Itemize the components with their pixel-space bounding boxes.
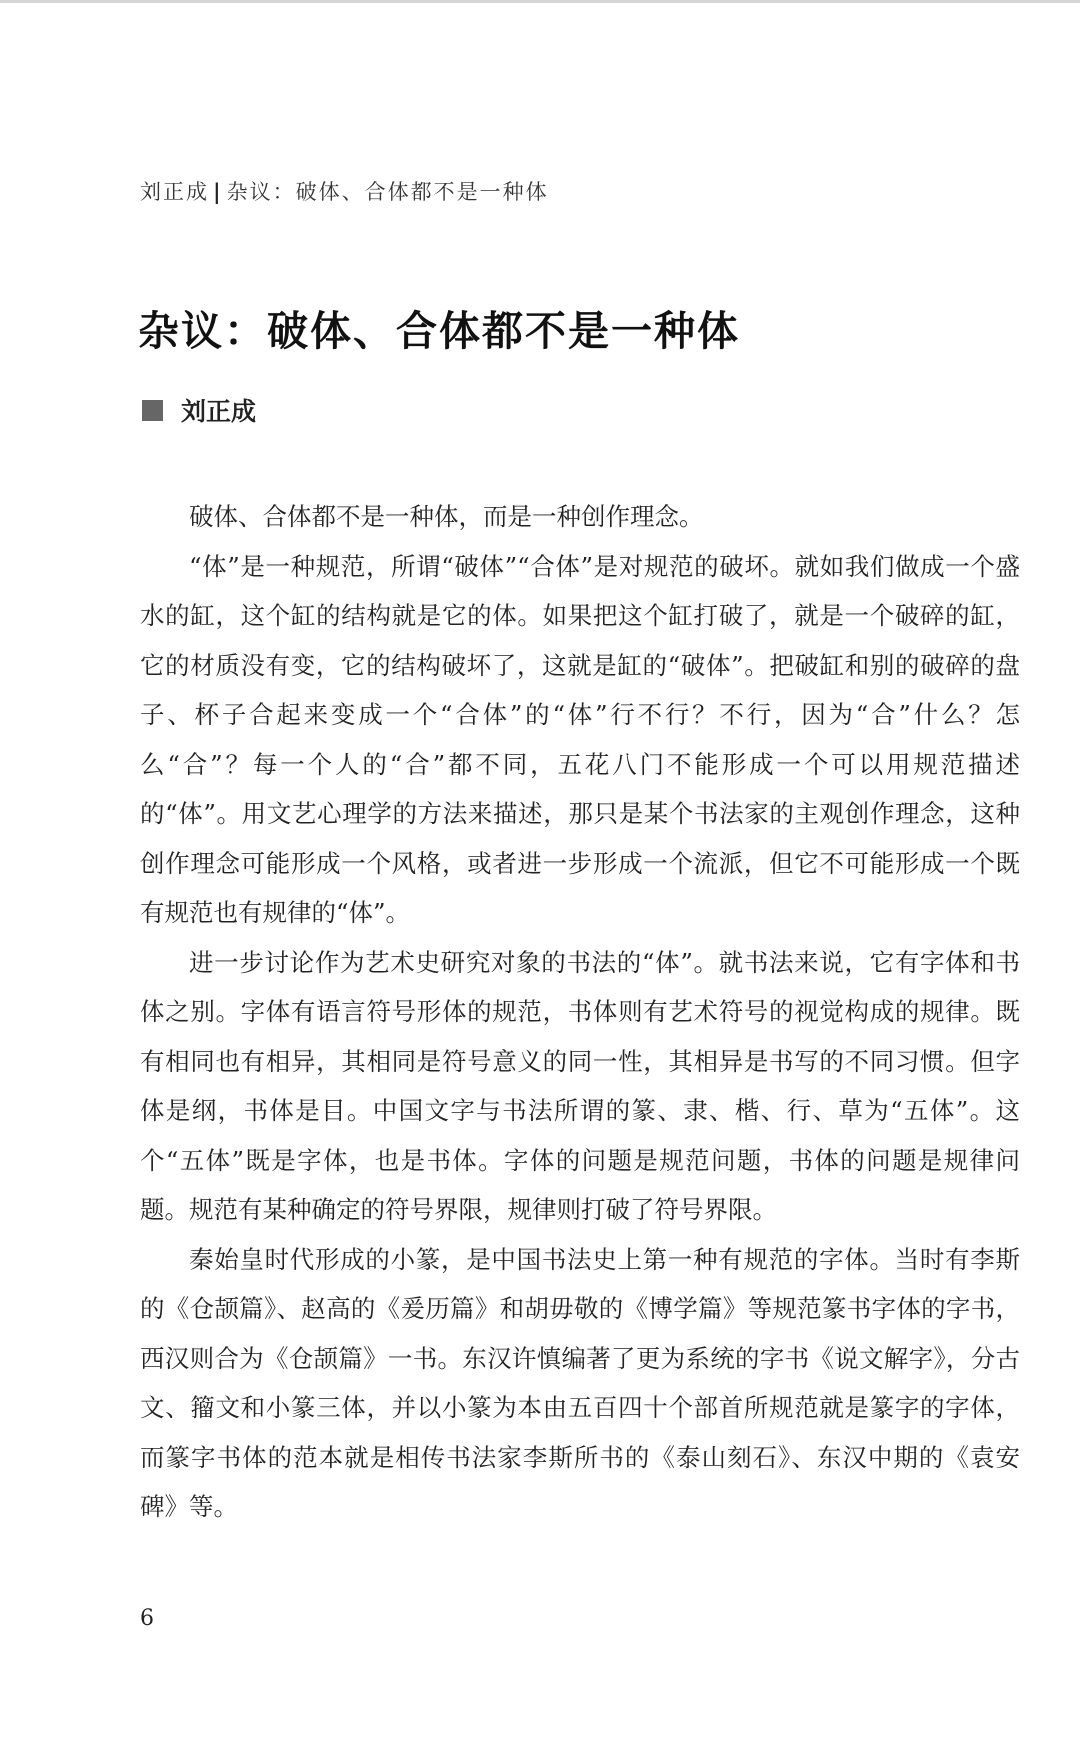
paragraph: 破体、合体都不是一种体，而是一种创作理念。 [189, 502, 704, 531]
square-bullet-icon [142, 400, 163, 421]
author-name: 刘正成 [181, 397, 257, 426]
running-head-separator: | [213, 179, 223, 204]
paragraph: 秦始皇时代形成的小篆，是中国书法史上第一种有规范的字体。当时有李斯的《仓颉篇》、赵高的《爰历篇》和胡毋敬的《博学篇》等规范篆书字体的字书，西汉则合为《仓颉篇》一书。东汉许慎编著了更为系统的字书《说文解字》，分古文、籀文和小篆三体，并以小篆为本由五百四十个部首所规范就是篆字的字体，而篆字书体的范本就是相传书法家李斯所书的《泰山刻石》、东汉中期的《袁安碑》等。 [140, 1244, 1020, 1521]
running-head-author: 刘正成 [140, 180, 209, 204]
article-body [140, 492, 1020, 1532]
byline [142, 392, 256, 428]
running-head [140, 176, 549, 206]
article-title: 杂议：破体、合体都不是一种体 [138, 307, 740, 355]
page-number: 6 [140, 1606, 154, 1631]
paragraph: 进一步讨论作为艺术史研究对象的书法的“体”。就书法来说，它有字体和书体之别。字体有语言符号形体的规范，书体则有艺术符号的视觉构成的规律。既有相同也有相异，其相同是符号意义的同一性，其相异是书写的不同习惯。但字体是纲，书体是目。中国文字与书法所谓的篆、隶、楷、行、草为“五体”。这个“五体”既是字体，也是书体。字体的问题是规范问题，书体的问题是规律问题。规范有某种确定的符号界限，规律则打破了符号界限。 [140, 947, 1020, 1224]
paragraph: “体”是一种规范，所谓“破体”“合体”是对规范的破坏。就如我们做成一个盛水的缸，这个缸的结构就是它的体。如果把这个缸打破了，就是一个破碎的缸，它的材质没有变，它的结构破坏了，这就是缸的“破体”。把破缸和别的破碎的盘子、杯子合起来变成一个“合体”的“体”行不行？不行，因为“合”什么？怎么“合”？每一个人的“合”都不同，五花八门不能形成一个可以用规范描述的“体”。用文艺心理学的方法来描述，那只是某个书法家的主观创作理念，这种创作理念可能形成一个风格，或者进一步形成一个流派，但它不可能形成一个既有规范也有规律的“体”。 [140, 551, 1020, 927]
running-head-title: 杂议：破体、合体都不是一种体 [226, 180, 549, 204]
